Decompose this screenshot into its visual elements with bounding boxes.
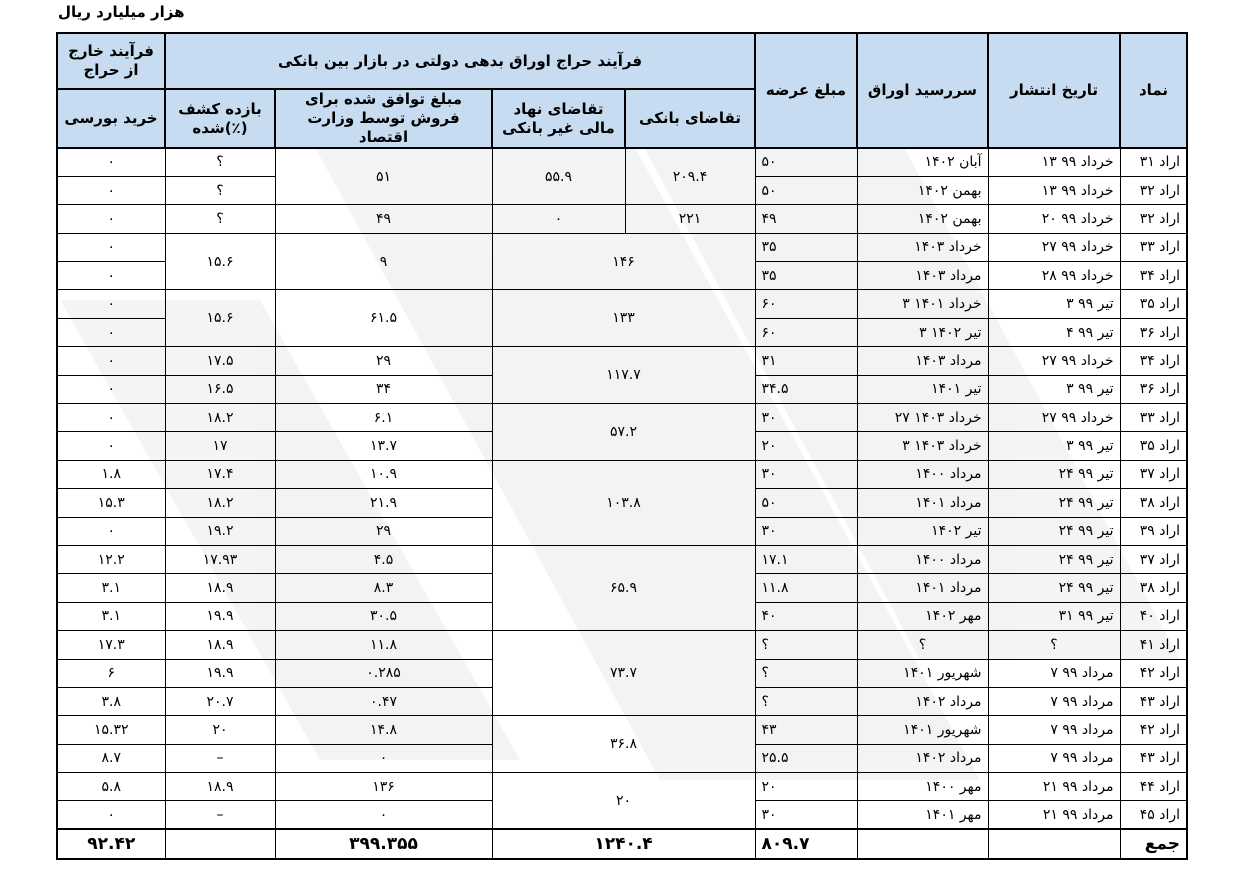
offer-amount-cell: ۵۰ <box>755 176 857 204</box>
header-nonbank-demand: تقاضای نهاد مالی غیر بانکی <box>492 89 625 148</box>
issue-date-cell: ۲۱ مرداد ۹۹ <box>988 801 1120 829</box>
maturity-cell: مهر ۱۴۰۲ <box>857 602 988 630</box>
yield-cell: ۱۷ <box>165 432 275 460</box>
maturity-cell: مرداد ۱۴۰۰ <box>857 460 988 488</box>
symbol-cell: اراد ۴۵ <box>1120 801 1187 829</box>
exchange-buy-cell: ۰ <box>57 262 165 290</box>
bank-demand-cell: ۲۲۱ <box>625 205 755 233</box>
offer-amount-cell: ؟ <box>755 631 857 659</box>
offer-amount-cell: ۳۰ <box>755 460 857 488</box>
exchange-buy-cell: ۰ <box>57 801 165 829</box>
exchange-buy-cell: ۱۷.۳ <box>57 631 165 659</box>
symbol-cell: اراد ۳۵ <box>1120 290 1187 318</box>
exchange-buy-cell: ۵.۸ <box>57 773 165 801</box>
agreed-amount-cell: ۱۰.۹ <box>275 460 492 488</box>
offer-amount-cell: ۳۰ <box>755 801 857 829</box>
agreed-amount-cell: ۱۳.۷ <box>275 432 492 460</box>
offer-amount-cell: ۳۵ <box>755 262 857 290</box>
exchange-buy-cell: ۰ <box>57 318 165 346</box>
symbol-cell: اراد ۳۱ <box>1120 148 1187 176</box>
issue-date-cell: ۳ تیر ۹۹ <box>988 290 1120 318</box>
yield-cell: ۱۸.۹ <box>165 773 275 801</box>
maturity-cell: شهریور ۱۴۰۱ <box>857 659 988 687</box>
yield-cell: ؟ <box>165 148 275 176</box>
table-row <box>57 205 1187 233</box>
offer-amount-cell: ۳۰ <box>755 517 857 545</box>
header-auction-group: فرآیند حراج اوراق بدهی دولتی در بازار بین بانکی <box>165 33 755 89</box>
yield-cell: ۲۰.۷ <box>165 687 275 715</box>
exchange-buy-cell: ۱۲.۲ <box>57 545 165 573</box>
total-agreed-amount: ۳۹۹.۳۵۵ <box>275 829 492 859</box>
issue-date-cell: ۲۸ خرداد ۹۹ <box>988 262 1120 290</box>
yield-cell: – <box>165 744 275 772</box>
symbol-cell: اراد ۴۴ <box>1120 773 1187 801</box>
maturity-cell: ؟ <box>857 631 988 659</box>
maturity-cell: مهر ۱۴۰۰ <box>857 773 988 801</box>
total-yield-empty <box>165 829 275 859</box>
issue-date-cell: ۲۴ تیر ۹۹ <box>988 545 1120 573</box>
exchange-buy-cell: ۰ <box>57 233 165 261</box>
offer-amount-cell: ۴۰ <box>755 602 857 630</box>
demand-cell: ۷۳.۷ <box>492 631 755 716</box>
offer-amount-cell: ۱۷.۱ <box>755 545 857 573</box>
offer-amount-cell: ۲۰ <box>755 773 857 801</box>
symbol-cell: اراد ۴۳ <box>1120 687 1187 715</box>
maturity-cell: مرداد ۱۴۰۱ <box>857 489 988 517</box>
yield-cell: ۱۸.۲ <box>165 404 275 432</box>
agreed-amount-cell: ۱۴.۸ <box>275 716 492 744</box>
issue-date-cell: ۲۴ تیر ۹۹ <box>988 460 1120 488</box>
issue-date-cell: ۲۱ مرداد ۹۹ <box>988 773 1120 801</box>
yield-cell: ۱۹.۹ <box>165 602 275 630</box>
agreed-amount-cell: ۸.۳ <box>275 574 492 602</box>
symbol-cell: اراد ۴۲ <box>1120 659 1187 687</box>
demand-cell: ۱۱۷.۷ <box>492 347 755 404</box>
table-row <box>57 631 1187 659</box>
demand-cell: ۶۵.۹ <box>492 545 755 630</box>
yield-cell: ۱۸.۹ <box>165 631 275 659</box>
yield-cell: ۱۸.۹ <box>165 574 275 602</box>
maturity-cell: مرداد ۱۴۰۳ <box>857 347 988 375</box>
nonbank-demand-cell: ۵۵.۹ <box>492 148 625 205</box>
header-maturity: سررسید اوراق <box>857 33 988 148</box>
issue-date-cell: ۱۳ خرداد ۹۹ <box>988 176 1120 204</box>
exchange-buy-cell: ۳.۱ <box>57 574 165 602</box>
agreed-amount-cell: ۰ <box>275 801 492 829</box>
demand-cell: ۱۳۳ <box>492 290 755 347</box>
maturity-cell: مرداد ۱۴۰۰ <box>857 545 988 573</box>
total-issue-empty <box>988 829 1120 859</box>
issue-date-cell: ۳۱ تیر ۹۹ <box>988 602 1120 630</box>
issue-date-cell: ۲۷ خرداد ۹۹ <box>988 233 1120 261</box>
issue-date-cell: ۲۷ خرداد ۹۹ <box>988 347 1120 375</box>
yield-cell: – <box>165 801 275 829</box>
agreed-amount-cell: ۲۹ <box>275 347 492 375</box>
exchange-buy-cell: ۳.۸ <box>57 687 165 715</box>
symbol-cell: اراد ۴۰ <box>1120 602 1187 630</box>
symbol-cell: اراد ۳۷ <box>1120 545 1187 573</box>
yield-cell: ۱۷.۵ <box>165 347 275 375</box>
total-exchange-buy: ۹۲.۴۲ <box>57 829 165 859</box>
exchange-buy-cell: ۰ <box>57 404 165 432</box>
exchange-buy-cell: ۱۵.۳ <box>57 489 165 517</box>
symbol-cell: اراد ۳۸ <box>1120 489 1187 517</box>
total-row <box>57 829 1187 859</box>
yield-cell: ۱۷.۹۳ <box>165 545 275 573</box>
maturity-cell: مرداد ۱۴۰۳ <box>857 262 988 290</box>
total-maturity-empty <box>857 829 988 859</box>
maturity-cell: آبان ۱۴۰۲ <box>857 148 988 176</box>
table-row <box>57 233 1187 261</box>
offer-amount-cell: ۲۵.۵ <box>755 744 857 772</box>
issue-date-cell: ۴ تیر ۹۹ <box>988 318 1120 346</box>
symbol-cell: اراد ۳۶ <box>1120 318 1187 346</box>
demand-cell: ۱۰۳.۸ <box>492 460 755 545</box>
agreed-amount-cell: ۱۳۶ <box>275 773 492 801</box>
symbol-cell: اراد ۳۳ <box>1120 404 1187 432</box>
symbol-cell: اراد ۳۵ <box>1120 432 1187 460</box>
table-row <box>57 148 1187 176</box>
yield-cell: ۱۹.۲ <box>165 517 275 545</box>
symbol-cell: اراد ۳۶ <box>1120 375 1187 403</box>
table-row <box>57 460 1187 488</box>
agreed-amount-cell: ۴.۵ <box>275 545 492 573</box>
header-offer-amount: مبلغ عرضه <box>755 33 857 148</box>
maturity-cell: ۳ تیر ۱۴۰۲ <box>857 318 988 346</box>
offer-amount-cell: ۳۴.۵ <box>755 375 857 403</box>
issue-date-cell: ۷ مرداد ۹۹ <box>988 744 1120 772</box>
offer-amount-cell: ۶۰ <box>755 290 857 318</box>
maturity-cell: بهمن ۱۴۰۲ <box>857 176 988 204</box>
agreed-amount-cell: ۹ <box>275 233 492 290</box>
symbol-cell: اراد ۴۲ <box>1120 716 1187 744</box>
exchange-buy-cell: ۰ <box>57 148 165 176</box>
agreed-amount-cell: ۶۱.۵ <box>275 290 492 347</box>
agreed-amount-cell: ۳۴ <box>275 375 492 403</box>
agreed-amount-cell: ۲۱.۹ <box>275 489 492 517</box>
exchange-buy-cell: ۰ <box>57 205 165 233</box>
exchange-buy-cell: ۰ <box>57 176 165 204</box>
agreed-amount-cell: ۰ <box>275 744 492 772</box>
header-agreed-amount: مبلغ توافق شده برای فروش توسط وزارت اقتصاد <box>275 89 492 148</box>
symbol-cell: اراد ۴۳ <box>1120 744 1187 772</box>
symbol-cell: اراد ۳۴ <box>1120 262 1187 290</box>
yield-cell: ؟ <box>165 205 275 233</box>
agreed-amount-cell: ۵۱ <box>275 148 492 205</box>
yield-cell: ۱۵.۶ <box>165 233 275 290</box>
offer-amount-cell: ۵۰ <box>755 489 857 517</box>
table-row <box>57 290 1187 318</box>
issue-date-cell: ۱۳ خرداد ۹۹ <box>988 148 1120 176</box>
offer-amount-cell: ۶۰ <box>755 318 857 346</box>
issue-date-cell: ؟ <box>988 631 1120 659</box>
bank-demand-cell: ۲۰۹.۴ <box>625 148 755 205</box>
header-exchange-buy: خرید بورسی <box>57 89 165 148</box>
issue-date-cell: ۷ مرداد ۹۹ <box>988 687 1120 715</box>
offer-amount-cell: ؟ <box>755 659 857 687</box>
offer-amount-cell: ۲۰ <box>755 432 857 460</box>
table-row <box>57 716 1187 744</box>
maturity-cell: خرداد ۱۴۰۳ <box>857 233 988 261</box>
table-row <box>57 404 1187 432</box>
maturity-cell: ۳ خرداد ۱۴۰۱ <box>857 290 988 318</box>
maturity-cell: مرداد ۱۴۰۲ <box>857 687 988 715</box>
agreed-amount-cell: ۲۹ <box>275 517 492 545</box>
maturity-cell: بهمن ۱۴۰۲ <box>857 205 988 233</box>
yield-cell: ۱۹.۹ <box>165 659 275 687</box>
maturity-cell: مرداد ۱۴۰۲ <box>857 744 988 772</box>
symbol-cell: اراد ۳۲ <box>1120 205 1187 233</box>
header-bank-demand: تقاضای بانکی <box>625 89 755 148</box>
demand-cell: ۱۴۶ <box>492 233 755 290</box>
agreed-amount-cell: ۰.۴۷ <box>275 687 492 715</box>
maturity-cell: ۲۷ خرداد ۱۴۰۳ <box>857 404 988 432</box>
exchange-buy-cell: ۰ <box>57 517 165 545</box>
offer-amount-cell: ۵۰ <box>755 148 857 176</box>
offer-amount-cell: ۳۵ <box>755 233 857 261</box>
symbol-cell: اراد ۳۴ <box>1120 347 1187 375</box>
demand-cell: ۵۷.۲ <box>492 404 755 461</box>
auction-table <box>56 32 1188 860</box>
exchange-buy-cell: ۳.۱ <box>57 602 165 630</box>
maturity-cell: مهر ۱۴۰۱ <box>857 801 988 829</box>
table-row <box>57 347 1187 375</box>
issue-date-cell: ۳ تیر ۹۹ <box>988 375 1120 403</box>
agreed-amount-cell: ۴۹ <box>275 205 492 233</box>
agreed-amount-cell: ۳۰.۵ <box>275 602 492 630</box>
maturity-cell: تیر ۱۴۰۲ <box>857 517 988 545</box>
exchange-buy-cell: ۸.۷ <box>57 744 165 772</box>
yield-cell: ۲۰ <box>165 716 275 744</box>
table-row <box>57 773 1187 801</box>
symbol-cell: اراد ۳۲ <box>1120 176 1187 204</box>
offer-amount-cell: ۱۱.۸ <box>755 574 857 602</box>
total-label: جمع <box>1120 829 1187 859</box>
yield-cell: ؟ <box>165 176 275 204</box>
header-outside-auction: فرآیند خارج از حراج <box>57 33 165 89</box>
symbol-cell: اراد ۳۹ <box>1120 517 1187 545</box>
agreed-amount-cell: ۶.۱ <box>275 404 492 432</box>
yield-cell: ۱۶.۵ <box>165 375 275 403</box>
offer-amount-cell: ۳۰ <box>755 404 857 432</box>
yield-cell: ۱۸.۲ <box>165 489 275 517</box>
exchange-buy-cell: ۰ <box>57 290 165 318</box>
issue-date-cell: ۲۷ خرداد ۹۹ <box>988 404 1120 432</box>
symbol-cell: اراد ۳۸ <box>1120 574 1187 602</box>
offer-amount-cell: ؟ <box>755 687 857 715</box>
issue-date-cell: ۲۰ خرداد ۹۹ <box>988 205 1120 233</box>
exchange-buy-cell: ۶ <box>57 659 165 687</box>
yield-cell: ۱۵.۶ <box>165 290 275 347</box>
offer-amount-cell: ۴۹ <box>755 205 857 233</box>
exchange-buy-cell: ۰ <box>57 347 165 375</box>
header-yield: بازده کشف شده(٪) <box>165 89 275 148</box>
issue-date-cell: ۲۴ تیر ۹۹ <box>988 574 1120 602</box>
table-row <box>57 545 1187 573</box>
demand-cell: ۲۰ <box>492 773 755 830</box>
issue-date-cell: ۲۴ تیر ۹۹ <box>988 517 1120 545</box>
demand-cell: ۳۶.۸ <box>492 716 755 773</box>
total-demand: ۱۲۴۰.۴ <box>492 829 755 859</box>
header-symbol: نماد <box>1120 33 1187 148</box>
yield-cell: ۱۷.۴ <box>165 460 275 488</box>
offer-amount-cell: ۳۱ <box>755 347 857 375</box>
maturity-cell: شهریور ۱۴۰۱ <box>857 716 988 744</box>
maturity-cell: تیر ۱۴۰۱ <box>857 375 988 403</box>
issue-date-cell: ۲۴ تیر ۹۹ <box>988 489 1120 517</box>
agreed-amount-cell: ۱۱.۸ <box>275 631 492 659</box>
issue-date-cell: ۷ مرداد ۹۹ <box>988 716 1120 744</box>
symbol-cell: اراد ۳۷ <box>1120 460 1187 488</box>
agreed-amount-cell: ۰.۲۸۵ <box>275 659 492 687</box>
maturity-cell: ۳ خرداد ۱۴۰۳ <box>857 432 988 460</box>
symbol-cell: اراد ۳۳ <box>1120 233 1187 261</box>
offer-amount-cell: ۴۳ <box>755 716 857 744</box>
nonbank-demand-cell: ۰ <box>492 205 625 233</box>
exchange-buy-cell: ۱.۸ <box>57 460 165 488</box>
issue-date-cell: ۳ تیر ۹۹ <box>988 432 1120 460</box>
total-offer-amount: ۸۰۹.۷ <box>755 829 857 859</box>
issue-date-cell: ۷ مرداد ۹۹ <box>988 659 1120 687</box>
exchange-buy-cell: ۰ <box>57 432 165 460</box>
header-issue-date: تاریخ انتشار <box>988 33 1120 148</box>
exchange-buy-cell: ۱۵.۳۲ <box>57 716 165 744</box>
symbol-cell: اراد ۴۱ <box>1120 631 1187 659</box>
exchange-buy-cell: ۰ <box>57 375 165 403</box>
maturity-cell: مرداد ۱۴۰۱ <box>857 574 988 602</box>
unit-label: هزار میلیارد ریال <box>58 3 185 21</box>
